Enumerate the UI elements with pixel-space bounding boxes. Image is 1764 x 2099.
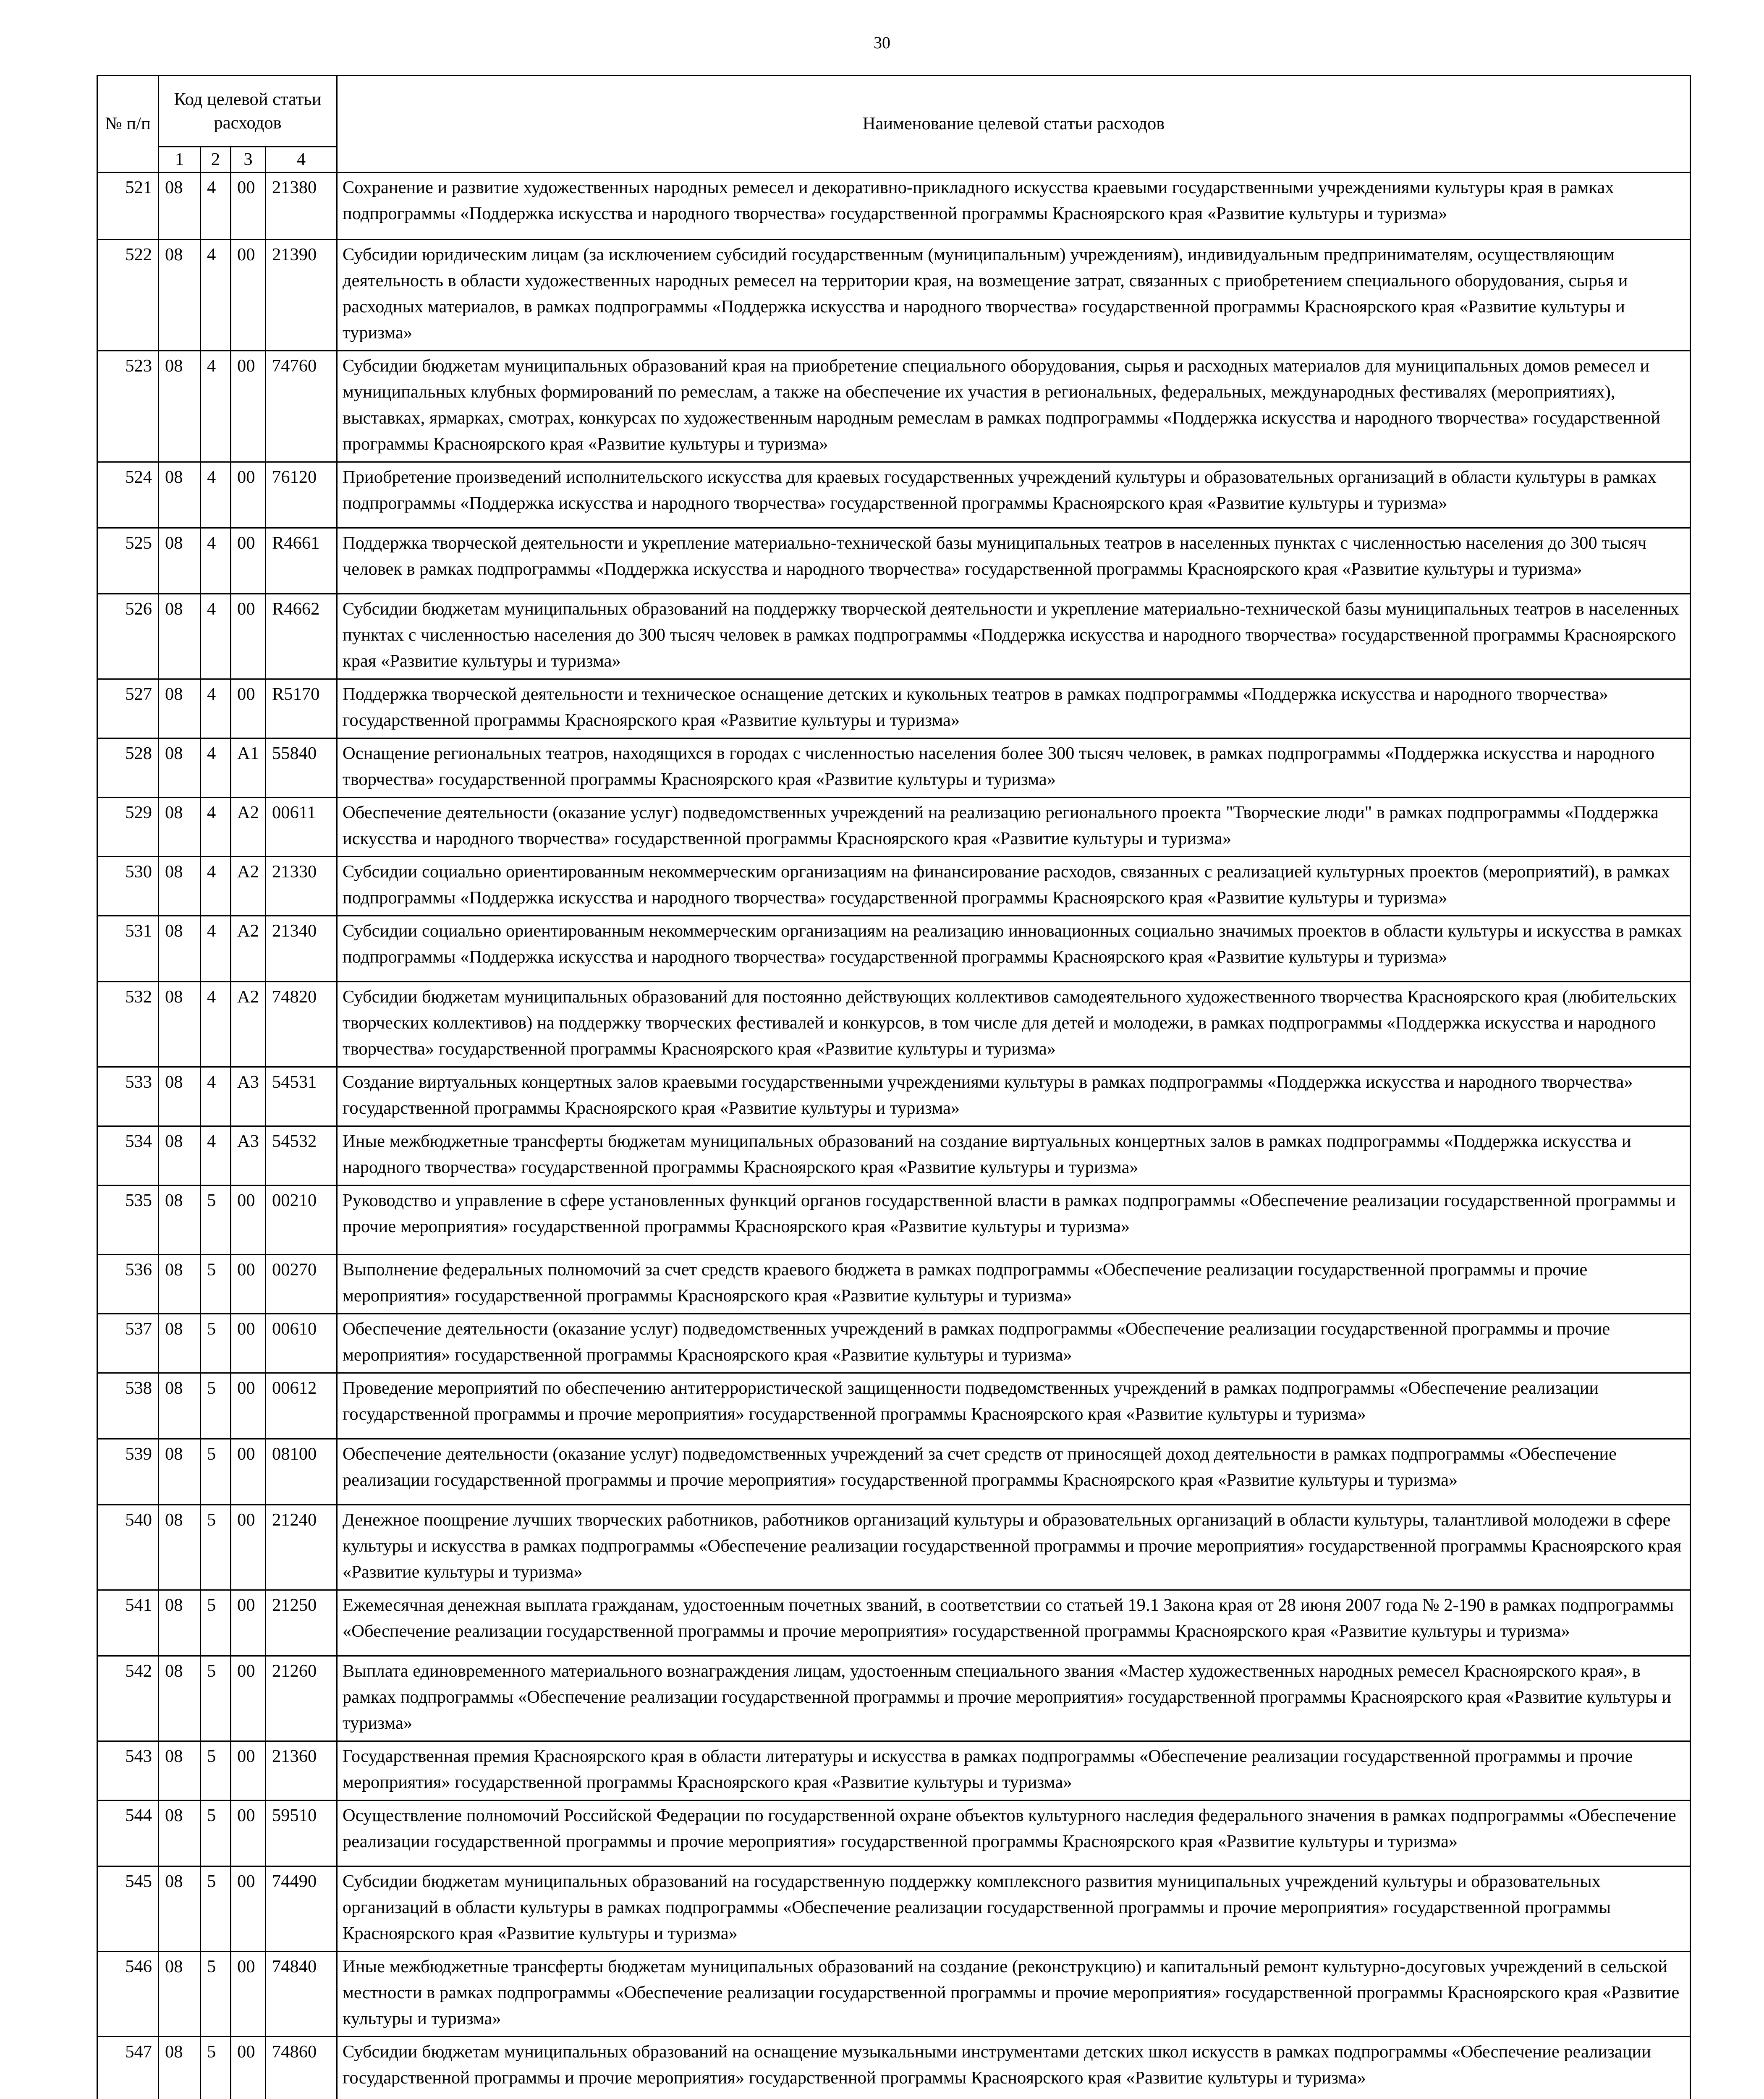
table-row: [97, 173, 1691, 240]
expense-name-cell: Ежемесячная денежная выплата гражданам, удостоенным почетных званий, в соответствии со статьей 19.1 Закона края от 28 июня 2007 года № 2-190 в рамках подпрограммы «Обеспечение реализации государственной программы и прочие мероприятия» государственной программы Красноярского края «Развитие культуры и туризма»: [337, 1590, 1691, 1656]
code-part1-cell: 08: [159, 679, 201, 738]
code-part3-cell: 00: [231, 1314, 266, 1373]
code-part1-cell: 08: [159, 857, 201, 916]
code-part3-cell: A3: [231, 1126, 266, 1186]
table-row: [97, 679, 1691, 738]
table-row: [97, 1801, 1691, 1866]
code-part3-cell: A3: [231, 1067, 266, 1126]
code-part2-cell: 5: [201, 1656, 231, 1741]
code-part2-cell: 4: [201, 351, 231, 462]
code-part4-cell: 21250: [266, 1590, 337, 1656]
code-part4-cell: 59510: [266, 1801, 337, 1866]
code-part2-cell: 5: [201, 1741, 231, 1801]
code-part2-cell: 4: [201, 173, 231, 240]
row-number-cell: 540: [97, 1505, 159, 1590]
row-number-cell: 530: [97, 857, 159, 916]
table-row: [97, 1741, 1691, 1801]
page-number: 30: [874, 33, 890, 52]
code-part3-cell: 00: [231, 528, 266, 594]
table-row: [97, 1952, 1691, 2037]
table-row: [97, 351, 1691, 462]
row-number-cell: 539: [97, 1439, 159, 1505]
code-part1-cell: 08: [159, 1186, 201, 1255]
code-part4-cell: 21380: [266, 173, 337, 240]
code-part2-cell: 5: [201, 1952, 231, 2037]
code-part3-cell: 00: [231, 240, 266, 351]
code-part3-cell: A2: [231, 857, 266, 916]
table-row: [97, 462, 1691, 528]
code-part1-cell: 08: [159, 1952, 201, 2037]
header-row: [97, 76, 1691, 147]
code-part3-cell: A2: [231, 916, 266, 982]
code-part4-cell: 00612: [266, 1373, 337, 1439]
code-part3-cell: 00: [231, 1255, 266, 1314]
row-number-cell: 538: [97, 1373, 159, 1439]
table-row: [97, 916, 1691, 982]
code-part1-cell: 08: [159, 462, 201, 528]
row-number-cell: 529: [97, 798, 159, 857]
table-row: [97, 798, 1691, 857]
code-part3-cell: 00: [231, 2037, 266, 2099]
code-part4-cell: 21330: [266, 857, 337, 916]
code-part2-cell: 4: [201, 857, 231, 916]
code-part4-cell: 74490: [266, 1866, 337, 1952]
index-cell: 1: [159, 147, 201, 173]
header-num: № п/п: [97, 76, 159, 173]
row-number-cell: 544: [97, 1801, 159, 1866]
code-part3-cell: 00: [231, 1866, 266, 1952]
code-part1-cell: 08: [159, 982, 201, 1067]
expense-name-cell: Субсидии юридическим лицам (за исключением субсидий государственным (муниципальным) учреждениям), индивидуальным предпринимателям, осуществляющим деятельность в области художественных народных ремесел на территории края, на возмещение затрат, связанных с приобретением специального оборудования, сырья и расходных материалов, в рамках подпрограммы «Поддержка искусства и народного творчества» государственной программы Красноярского края «Развитие культуры и туризма»: [337, 240, 1691, 351]
code-part4-cell: 00611: [266, 798, 337, 857]
expense-name-cell: Выполнение федеральных полномочий за счет средств краевого бюджета в рамках подпрограммы «Обеспечение реализации государственной программы и прочие мероприятия» государственной программы Красноярского края «Развитие культуры и туризма»: [337, 1255, 1691, 1314]
header-code: Код целевой статьи расходов: [159, 76, 337, 147]
code-part2-cell: 5: [201, 1439, 231, 1505]
row-number-cell: 522: [97, 240, 159, 351]
code-part3-cell: 00: [231, 1590, 266, 1656]
expense-name-cell: Иные межбюджетные трансферты бюджетам муниципальных образований на создание виртуальных концертных залов в рамках подпрограммы «Поддержка искусства и народного творчества» государственной программы Красноярского края «Развитие культуры и туризма»: [337, 1126, 1691, 1186]
expense-name-cell: Поддержка творческой деятельности и техническое оснащение детских и кукольных театров в рамках подпрограммы «Поддержка искусства и народного творчества» государственной программы Красноярского края «Развитие культуры и туризма»: [337, 679, 1691, 738]
code-part3-cell: 00: [231, 173, 266, 240]
table-row: [97, 738, 1691, 798]
code-part4-cell: 74840: [266, 1952, 337, 2037]
expense-name-cell: Субсидии социально ориентированным некоммерческим организациям на финансирование расходов, связанных с реализацией культурных проектов (мероприятий), в рамках подпрограммы «Поддержка искусства и народного творчества» государственной программы Красноярского края «Развитие культуры и туризма»: [337, 857, 1691, 916]
code-part3-cell: 00: [231, 1801, 266, 1866]
row-number-cell: 528: [97, 738, 159, 798]
index-cell: 4: [266, 147, 337, 173]
code-part2-cell: 5: [201, 1373, 231, 1439]
code-part4-cell: 54532: [266, 1126, 337, 1186]
table-row: [97, 1255, 1691, 1314]
code-part3-cell: 00: [231, 1741, 266, 1801]
code-part2-cell: 5: [201, 1314, 231, 1373]
table-row: [97, 1866, 1691, 1952]
table-row: [97, 528, 1691, 594]
table-row: [97, 1067, 1691, 1126]
expense-name-cell: Поддержка творческой деятельности и укрепление материально-технической базы муниципальных театров в населенных пунктах с численностью населения до 300 тысяч человек в рамках подпрограммы «Поддержка искусства и народного творчества» государственной программы Красноярского края «Развитие культуры и туризма»: [337, 528, 1691, 594]
table-row: [97, 1314, 1691, 1373]
header-name: Наименование целевой статьи расходов: [337, 76, 1691, 173]
expense-name-cell: Субсидии бюджетам муниципальных образований края на приобретение специального оборудования, сырья и расходных материалов для муниципальных домов ремесел и муниципальных клубных формирований по ремеслам, а также на обеспечение их участия в региональных, федеральных, международных фестивалях (мероприятиях), выставках, ярмарках, смотрах, конкурсах по художественным народным ремеслам в рамках подпрограммы «Поддержка искусства и народного творчества» государственной программы Красноярского края «Развитие культуры и туризма»: [337, 351, 1691, 462]
code-part4-cell: 74760: [266, 351, 337, 462]
code-part3-cell: 00: [231, 679, 266, 738]
index-cell: 2: [201, 147, 231, 173]
code-part2-cell: 4: [201, 1067, 231, 1126]
code-part1-cell: 08: [159, 1255, 201, 1314]
row-number-cell: 521: [97, 173, 159, 240]
code-part2-cell: 4: [201, 1126, 231, 1186]
index-cell: 3: [231, 147, 266, 173]
code-part4-cell: 21360: [266, 1741, 337, 1801]
code-part3-cell: A2: [231, 798, 266, 857]
code-part3-cell: 00: [231, 462, 266, 528]
code-part4-cell: 21240: [266, 1505, 337, 1590]
code-part4-cell: 76120: [266, 462, 337, 528]
code-part1-cell: 08: [159, 738, 201, 798]
code-part3-cell: 00: [231, 1952, 266, 2037]
code-part3-cell: A1: [231, 738, 266, 798]
row-number-cell: 533: [97, 1067, 159, 1126]
expense-name-cell: Субсидии бюджетам муниципальных образований на поддержку творческой деятельности и укрепление материально-технической базы муниципальных театров в населенных пунктах с численностью населения до 300 тысяч человек в рамках подпрограммы «Поддержка искусства и народного творчества» государственной программы Красноярского края «Развитие культуры и туризма»: [337, 594, 1691, 679]
code-part4-cell: R4662: [266, 594, 337, 679]
expense-name-cell: Денежное поощрение лучших творческих работников, работников организаций культуры и образовательных организаций в области культуры, талантливой молодежи в сфере культуры и искусства в рамках подпрограммы «Обеспечение реализации государственной программы и прочие мероприятия» государственной программы Красноярского края «Развитие культуры и туризма»: [337, 1505, 1691, 1590]
expense-name-cell: Субсидии бюджетам муниципальных образований для постоянно действующих коллективов самодеятельного художественного творчества Красноярского края (любительских творческих коллективов) на поддержку творческих фестивалей и конкурсов, в том числе для детей и молодежи, в рамках подпрограммы «Поддержка искусства и народного творчества» государственной программы Красноярского края «Развитие культуры и туризма»: [337, 982, 1691, 1067]
code-part4-cell: 55840: [266, 738, 337, 798]
code-part4-cell: 21260: [266, 1656, 337, 1741]
code-part1-cell: 08: [159, 1126, 201, 1186]
table-row: [97, 1126, 1691, 1186]
row-number-cell: 524: [97, 462, 159, 528]
table-body: [97, 173, 1691, 2099]
code-part3-cell: 00: [231, 351, 266, 462]
expense-name-cell: Создание виртуальных концертных залов краевыми государственными учреждениями культуры в рамках подпрограммы «Поддержка искусства и народного творчества» государственной программы Красноярского края «Развитие культуры и туризма»: [337, 1067, 1691, 1126]
code-part4-cell: 21340: [266, 916, 337, 982]
code-part2-cell: 4: [201, 528, 231, 594]
table-row: [97, 240, 1691, 351]
expense-name-cell: Выплата единовременного материального вознаграждения лицам, удостоенным специального звания «Мастер художественных народных ремесел Красноярского края», в рамках подпрограммы «Обеспечение реализации государственной программы и прочие мероприятия» государственной программы Красноярского края «Развитие культуры и туризма»: [337, 1656, 1691, 1741]
row-number-cell: 527: [97, 679, 159, 738]
code-part1-cell: 08: [159, 173, 201, 240]
row-number-cell: 525: [97, 528, 159, 594]
code-part3-cell: A2: [231, 982, 266, 1067]
expense-name-cell: Обеспечение деятельности (оказание услуг) подведомственных учреждений в рамках подпрограммы «Обеспечение реализации государственной программы и прочие мероприятия» государственной программы Красноярского края «Развитие культуры и туризма»: [337, 1314, 1691, 1373]
table-row: [97, 857, 1691, 916]
code-part1-cell: 08: [159, 594, 201, 679]
code-part3-cell: 00: [231, 594, 266, 679]
expense-name-cell: Оснащение региональных театров, находящихся в городах с численностью населения более 300 тысяч человек, в рамках подпрограммы «Поддержка искусства и народного творчества» государственной программы Красноярского края «Развитие культуры и туризма»: [337, 738, 1691, 798]
code-part4-cell: 54531: [266, 1067, 337, 1126]
expense-name-cell: Проведение мероприятий по обеспечению антитеррористической защищенности подведомственных учреждений в рамках подпрограммы «Обеспечение реализации государственной программы и прочие мероприятия» государственной программы Красноярского края «Развитие культуры и туризма»: [337, 1373, 1691, 1439]
code-part1-cell: 08: [159, 1067, 201, 1126]
expense-name-cell: Субсидии социально ориентированным некоммерческим организациям на реализацию инновационных социально значимых проектов в области культуры и искусства в рамках подпрограммы «Поддержка искусства и народного творчества» государственной программы Красноярского края «Развитие культуры и туризма»: [337, 916, 1691, 982]
row-number-cell: 546: [97, 1952, 159, 2037]
row-number-cell: 532: [97, 982, 159, 1067]
table-row: [97, 1373, 1691, 1439]
code-part1-cell: 08: [159, 1373, 201, 1439]
code-part4-cell: 21390: [266, 240, 337, 351]
code-part1-cell: 08: [159, 1439, 201, 1505]
code-part1-cell: 08: [159, 1741, 201, 1801]
row-number-cell: 526: [97, 594, 159, 679]
table-row: [97, 1186, 1691, 1255]
code-part2-cell: 4: [201, 462, 231, 528]
code-part3-cell: 00: [231, 1373, 266, 1439]
code-part1-cell: 08: [159, 916, 201, 982]
code-part2-cell: 4: [201, 798, 231, 857]
table-row: [97, 1656, 1691, 1741]
code-part4-cell: 00210: [266, 1186, 337, 1255]
code-part3-cell: 00: [231, 1439, 266, 1505]
code-part2-cell: 4: [201, 916, 231, 982]
code-part2-cell: 5: [201, 1186, 231, 1255]
code-part1-cell: 08: [159, 1801, 201, 1866]
code-part4-cell: 74820: [266, 982, 337, 1067]
code-part2-cell: 4: [201, 982, 231, 1067]
code-part2-cell: 5: [201, 1505, 231, 1590]
code-part1-cell: 08: [159, 1656, 201, 1741]
code-part3-cell: 00: [231, 1656, 266, 1741]
code-part1-cell: 08: [159, 798, 201, 857]
row-number-cell: 523: [97, 351, 159, 462]
code-part2-cell: 5: [201, 1801, 231, 1866]
code-part1-cell: 08: [159, 528, 201, 594]
code-part4-cell: R4661: [266, 528, 337, 594]
code-part4-cell: R5170: [266, 679, 337, 738]
code-part4-cell: 00610: [266, 1314, 337, 1373]
table-row: [97, 982, 1691, 1067]
row-number-cell: 541: [97, 1590, 159, 1656]
row-number-cell: 545: [97, 1866, 159, 1952]
expense-name-cell: Приобретение произведений исполнительского искусства для краевых государственных учреждений культуры и образовательных организаций в области культуры в рамках подпрограммы «Поддержка искусства и народного творчества» государственной программы Красноярского края «Развитие культуры и туризма»: [337, 462, 1691, 528]
code-part3-cell: 00: [231, 1186, 266, 1255]
expense-name-cell: Руководство и управление в сфере установленных функций органов государственной власти в рамках подпрограммы «Обеспечение реализации государственной программы и прочие мероприятия» государственной программы Красноярского края «Развитие культуры и туризма»: [337, 1186, 1691, 1255]
expense-name-cell: Осуществление полномочий Российской Федерации по государственной охране объектов культурного наследия федерального значения в рамках подпрограммы «Обеспечение реализации государственной программы и прочие мероприятия» государственной программы Красноярского края «Развитие культуры и туризма»: [337, 1801, 1691, 1866]
code-part1-cell: 08: [159, 240, 201, 351]
table-row: [97, 2037, 1691, 2099]
row-number-cell: 547: [97, 2037, 159, 2099]
row-number-cell: 543: [97, 1741, 159, 1801]
table-row: [97, 1590, 1691, 1656]
row-number-cell: 542: [97, 1656, 159, 1741]
expense-name-cell: Субсидии бюджетам муниципальных образований на государственную поддержку комплексного развития муниципальных учреждений культуры и образовательных организаций в области культуры в рамках подпрограммы «Обеспечение реализации государственной программы и прочие мероприятия» государственной программы Красноярского края «Развитие культуры и туризма»: [337, 1866, 1691, 1952]
code-part2-cell: 5: [201, 1255, 231, 1314]
code-part1-cell: 08: [159, 1505, 201, 1590]
row-number-cell: 531: [97, 916, 159, 982]
table-row: [97, 1439, 1691, 1505]
target-expense-table: [97, 75, 1691, 2099]
code-part1-cell: 08: [159, 1866, 201, 1952]
code-part4-cell: 74860: [266, 2037, 337, 2099]
expense-name-cell: Иные межбюджетные трансферты бюджетам муниципальных образований на создание (реконструкцию) и капитальный ремонт культурно-досуговых учреждений в сельской местности в рамках подпрограммы «Обеспечение реализации государственной программы и прочие мероприятия» государственной программы Красноярского края «Развитие культуры и туризма»: [337, 1952, 1691, 2037]
expense-name-cell: Обеспечение деятельности (оказание услуг) подведомственных учреждений за счет средств от приносящей доход деятельности в рамках подпрограммы «Обеспечение реализации государственной программы и прочие мероприятия» государственной программы Красноярского края «Развитие культуры и туризма»: [337, 1439, 1691, 1505]
code-part2-cell: 4: [201, 738, 231, 798]
code-part2-cell: 5: [201, 1590, 231, 1656]
code-part2-cell: 5: [201, 1866, 231, 1952]
expense-name-cell: Государственная премия Красноярского края в области литературы и искусства в рамках подпрограммы «Обеспечение реализации государственной программы и прочие мероприятия» государственной программы Красноярского края «Развитие культуры и туризма»: [337, 1741, 1691, 1801]
row-number-cell: 535: [97, 1186, 159, 1255]
expense-name-cell: Обеспечение деятельности (оказание услуг) подведомственных учреждений на реализацию регионального проекта "Творческие люди" в рамках подпрограммы «Поддержка искусства и народного творчества» государственной программы Красноярского края «Развитие культуры и туризма»: [337, 798, 1691, 857]
table-row: [97, 594, 1691, 679]
row-number-cell: 534: [97, 1126, 159, 1186]
expense-name-cell: Субсидии бюджетам муниципальных образований на оснащение музыкальными инструментами детских школ искусств в рамках подпрограммы «Обеспечение реализации государственной программы и прочие мероприятия» государственной программы Красноярского края «Развитие культуры и туризма»: [337, 2037, 1691, 2099]
code-part2-cell: 4: [201, 594, 231, 679]
code-part1-cell: 08: [159, 2037, 201, 2099]
code-part2-cell: 4: [201, 679, 231, 738]
row-number-cell: 537: [97, 1314, 159, 1373]
code-part1-cell: 08: [159, 1590, 201, 1656]
code-part2-cell: 5: [201, 2037, 231, 2099]
code-part4-cell: 00270: [266, 1255, 337, 1314]
code-part1-cell: 08: [159, 351, 201, 462]
code-part1-cell: 08: [159, 1314, 201, 1373]
expense-name-cell: Сохранение и развитие художественных народных ремесел и декоративно-прикладного искусства краевыми государственными учреждениями культуры края в рамках подпрограммы «Поддержка искусства и народного творчества» государственной программы Красноярского края «Развитие культуры и туризма»: [337, 173, 1691, 240]
code-part4-cell: 08100: [266, 1439, 337, 1505]
table-row: [97, 1505, 1691, 1590]
row-number-cell: 536: [97, 1255, 159, 1314]
code-part2-cell: 4: [201, 240, 231, 351]
code-part3-cell: 00: [231, 1505, 266, 1590]
